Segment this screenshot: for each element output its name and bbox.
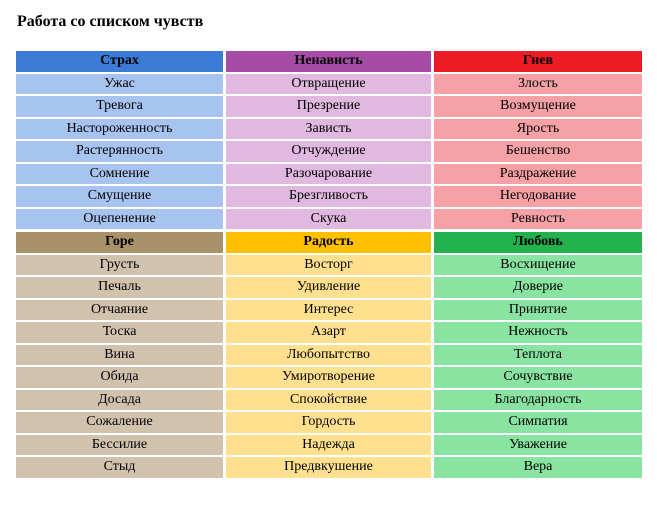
- feeling-cell: Разочарование: [226, 164, 431, 185]
- feeling-cell: Тревога: [16, 96, 223, 117]
- feeling-column: [434, 51, 642, 229]
- feeling-cell: Гордость: [226, 412, 431, 433]
- feeling-cell: Негодование: [434, 186, 642, 207]
- feeling-cell: Досада: [16, 390, 223, 411]
- feeling-cell: Грусть: [16, 255, 223, 276]
- feeling-cell: Стыд: [16, 457, 223, 478]
- feeling-cell: Умиротворение: [226, 367, 431, 388]
- feeling-group: [16, 232, 642, 478]
- feeling-cell: Вера: [434, 457, 642, 478]
- feeling-cell: Бессилие: [16, 435, 223, 456]
- feeling-cell: Благодарность: [434, 390, 642, 411]
- feeling-cell: Скука: [226, 209, 431, 230]
- feeling-cell: Отвращение: [226, 74, 431, 95]
- feeling-cell: Растерянность: [16, 141, 223, 162]
- feeling-cell: Бешенство: [434, 141, 642, 162]
- feeling-cell: Предвкушение: [226, 457, 431, 478]
- feeling-cell: Оцепенение: [16, 209, 223, 230]
- feeling-cell: Азарт: [226, 322, 431, 343]
- feeling-cell: Сочувствие: [434, 367, 642, 388]
- feeling-cell: Теплота: [434, 345, 642, 366]
- feeling-cell: Удивление: [226, 277, 431, 298]
- column-header: Гнев: [434, 51, 642, 72]
- feeling-cell: Вина: [16, 345, 223, 366]
- feeling-column: [226, 51, 431, 229]
- feeling-cell: Надежда: [226, 435, 431, 456]
- feeling-cell: Смущение: [16, 186, 223, 207]
- feeling-column: [226, 232, 431, 478]
- feeling-cell: Спокойствие: [226, 390, 431, 411]
- column-header: Ненависть: [226, 51, 431, 72]
- feeling-cell: Ярость: [434, 119, 642, 140]
- feeling-cell: Любопытство: [226, 345, 431, 366]
- feeling-cell: Восторг: [226, 255, 431, 276]
- feeling-cell: Возмущение: [434, 96, 642, 117]
- feeling-cell: Злость: [434, 74, 642, 95]
- column-header: Любовь: [434, 232, 642, 253]
- feeling-cell: Брезгливость: [226, 186, 431, 207]
- feeling-group: [16, 51, 642, 229]
- feeling-cell: Зависть: [226, 119, 431, 140]
- column-header: Горе: [16, 232, 223, 253]
- feeling-column: [16, 232, 223, 478]
- feeling-cell: Симпатия: [434, 412, 642, 433]
- feeling-cell: Печаль: [16, 277, 223, 298]
- feeling-cell: Обида: [16, 367, 223, 388]
- feeling-cell: Ужас: [16, 74, 223, 95]
- feeling-cell: Тоска: [16, 322, 223, 343]
- feeling-cell: Сожаление: [16, 412, 223, 433]
- feeling-cell: Презрение: [226, 96, 431, 117]
- feeling-cell: Отчаяние: [16, 300, 223, 321]
- page-title: Работа со списком чувств: [17, 13, 204, 30]
- feeling-cell: Настороженность: [16, 119, 223, 140]
- feeling-cell: Сомнение: [16, 164, 223, 185]
- feeling-cell: Интерес: [226, 300, 431, 321]
- column-header: Страх: [16, 51, 223, 72]
- feelings-table: [16, 51, 642, 478]
- feeling-cell: Ревность: [434, 209, 642, 230]
- feeling-cell: Восхищение: [434, 255, 642, 276]
- feeling-column: [16, 51, 223, 229]
- feeling-cell: Раздражение: [434, 164, 642, 185]
- column-header: Радость: [226, 232, 431, 253]
- feeling-cell: Отчуждение: [226, 141, 431, 162]
- feeling-cell: Уважение: [434, 435, 642, 456]
- feeling-column: [434, 232, 642, 478]
- feeling-cell: Принятие: [434, 300, 642, 321]
- feeling-cell: Доверие: [434, 277, 642, 298]
- feeling-cell: Нежность: [434, 322, 642, 343]
